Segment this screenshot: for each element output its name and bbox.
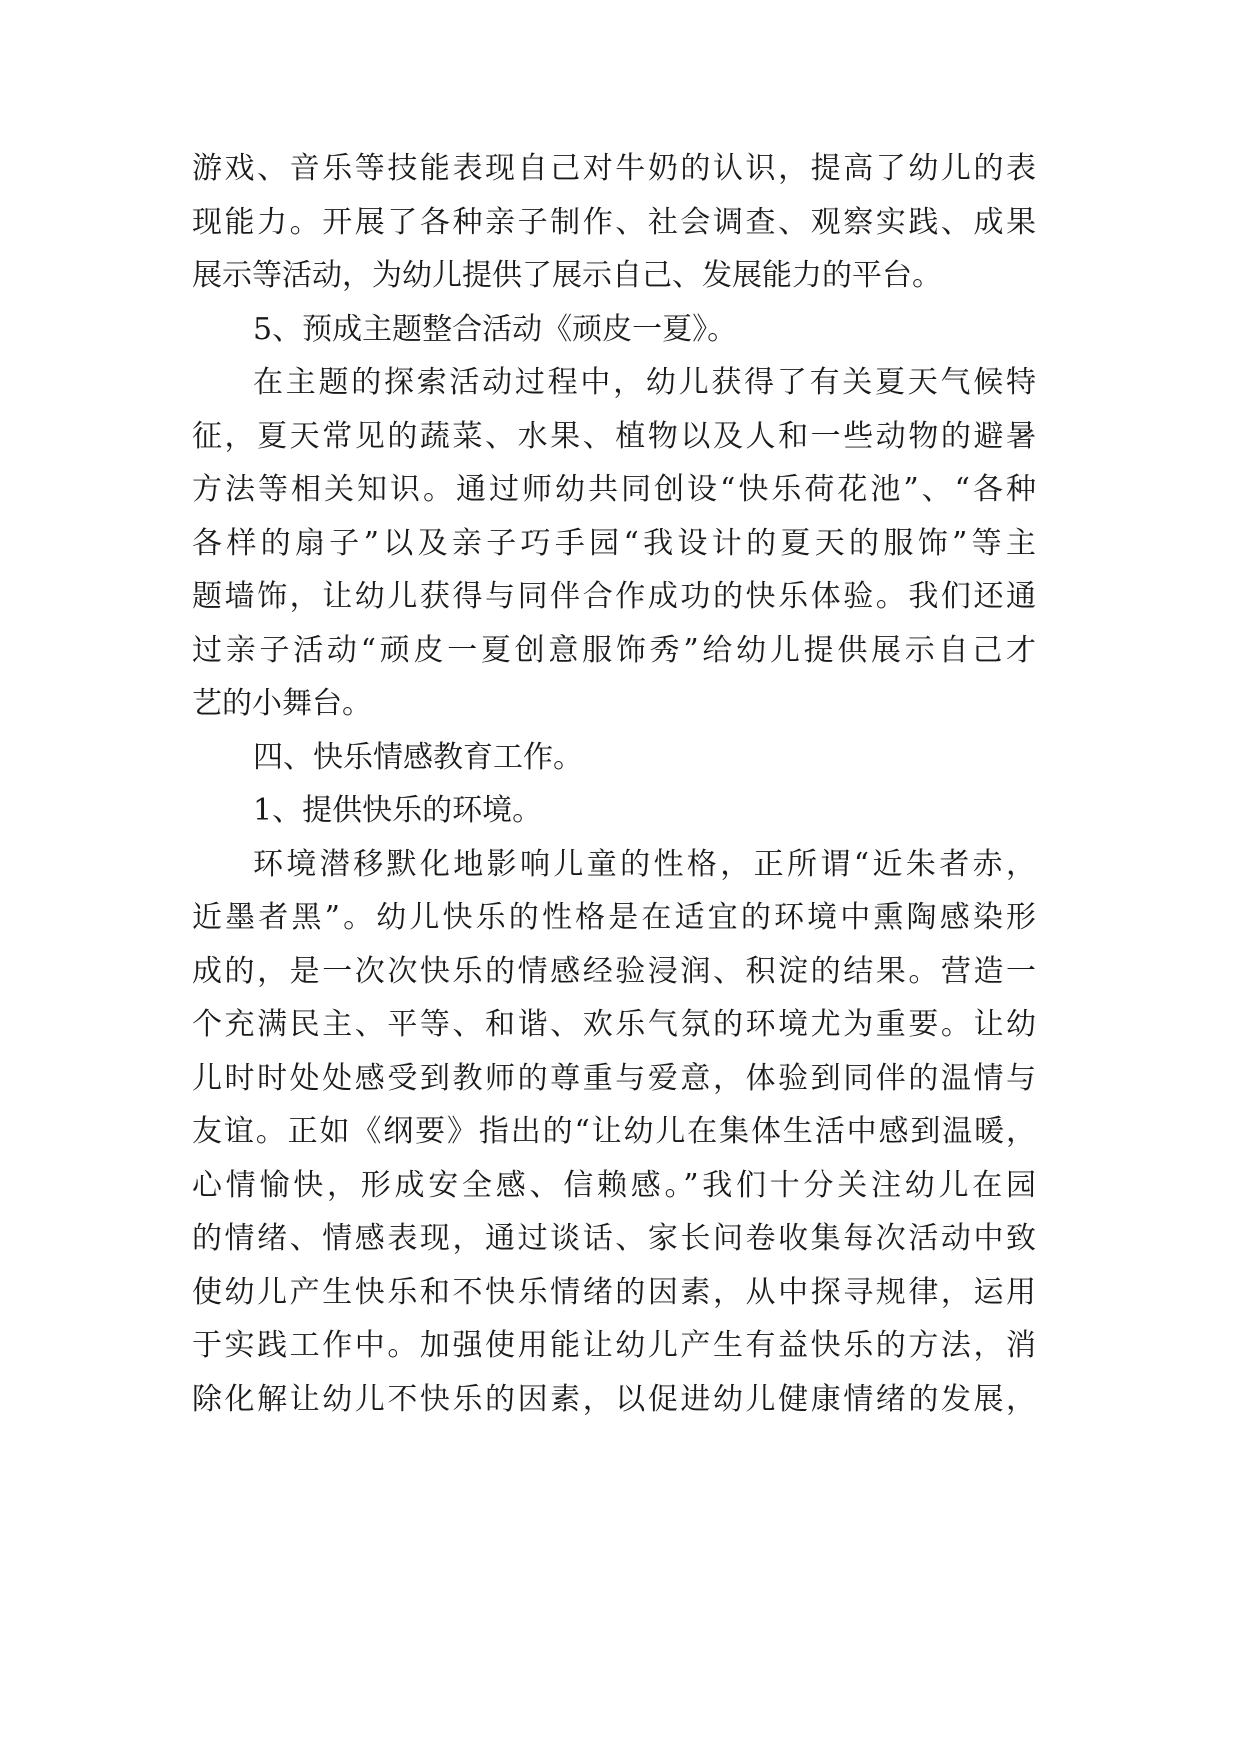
text-line: 各样的扇子”以及亲子巧手园“我设计的夏天的服饰”等主 xyxy=(192,526,1036,561)
text-line: 过亲子活动“顽皮一夏创意服饰秀”给幼儿提供展示自己才 xyxy=(192,633,1036,668)
paragraph-start: 在主题的探索活动过程中，幼儿获得了有关夏天气候特 xyxy=(253,365,1036,400)
subsection-heading: 1、提供快乐的环境。 xyxy=(253,793,543,828)
text-line: 成的，是一次次快乐的情感经验浸润、积淀的结果。营造一 xyxy=(192,954,1036,989)
text-line: 友谊。正如《纲要》指出的“让幼儿在集体生活中感到温暖， xyxy=(192,1114,1036,1149)
section-heading: 5、预成主题整合活动《顽皮一夏》。 xyxy=(253,312,738,347)
paragraph-start: 环境潜移默化地影响儿童的性格，正所谓“近朱者赤， xyxy=(253,847,1036,882)
text-line: 儿时时处处感受到教师的尊重与爱意，体验到同伴的温情与 xyxy=(192,1061,1036,1096)
section-heading: 四、快乐情感教育工作。 xyxy=(253,740,583,775)
text-line: 征，夏天常见的蔬菜、水果、植物以及人和一些动物的避暑 xyxy=(192,419,1036,454)
text-line: 使幼儿产生快乐和不快乐情绪的因素，从中探寻规律，运用 xyxy=(192,1275,1036,1310)
text-line: 个充满民主、平等、和谐、欢乐气氛的环境尤为重要。让幼 xyxy=(192,1007,1036,1042)
text-line: 展示等活动，为幼儿提供了展示自己、发展能力的平台。 xyxy=(192,258,942,293)
text-line: 题墙饰，让幼儿获得与同伴合作成功的快乐体验。我们还通 xyxy=(192,579,1036,614)
text-line: 于实践工作中。加强使用能让幼儿产生有益快乐的方法，消 xyxy=(192,1328,1036,1363)
text-line: 心情愉快，形成安全感、信赖感。”我们十分关注幼儿在园 xyxy=(192,1168,1036,1203)
text-line: 艺的小舞台。 xyxy=(192,686,372,721)
text-line: 的情绪、情感表现，通过谈话、家长问卷收集每次活动中致 xyxy=(192,1221,1036,1256)
text-line: 现能力。开展了各种亲子制作、社会调查、观察实践、成果 xyxy=(192,205,1036,240)
text-line: 游戏、音乐等技能表现自己对牛奶的认识，提高了幼儿的表 xyxy=(192,151,1036,186)
text-line: 除化解让幼儿不快乐的因素，以促进幼儿健康情绪的发展， xyxy=(192,1382,1036,1417)
text-line: 近墨者黑”。幼儿快乐的性格是在适宜的环境中熏陶感染形 xyxy=(192,900,1036,935)
text-line: 方法等相关知识。通过师幼共同创设“快乐荷花池”、“各种 xyxy=(192,472,1036,507)
